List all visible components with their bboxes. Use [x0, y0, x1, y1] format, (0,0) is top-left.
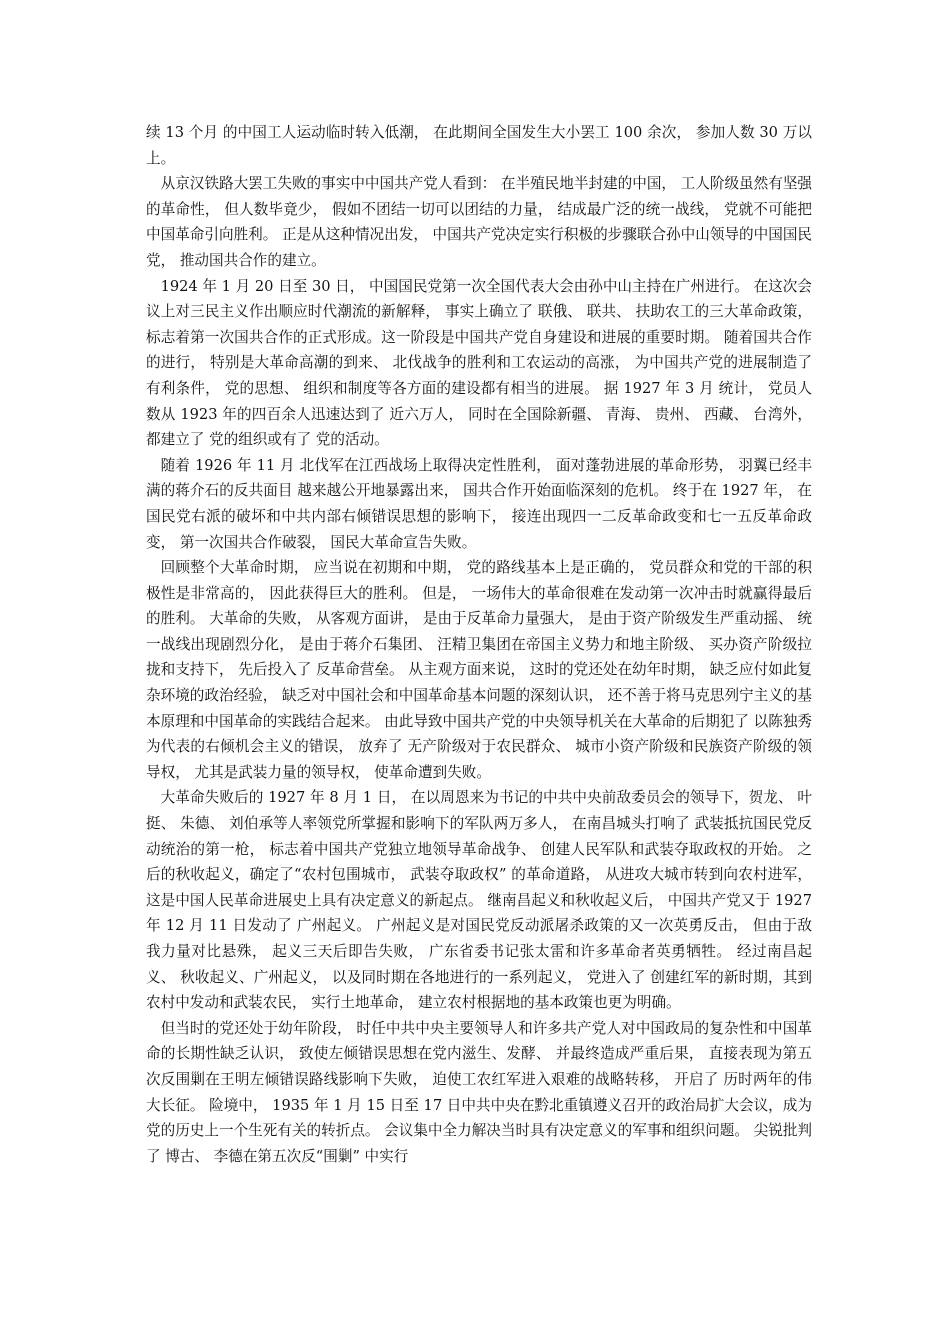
paragraph-4: 随着 1926 年 11 月 北伐军在江西战场上取得决定性胜利， 面对蓬勃进展的革命形势， 羽翼已经丰满的蒋介石的反共面目 越来越公开地暴露出来， 国共合作开始面临深刻的危机。 终于在 1927 年， 在国民党右派的破坏和中共内部右倾错误思想的影响下， 接连出现四一二反革命政变和七一五反革命政变， 第一次国共合作破裂， 国民大革命宣告失败。 [146, 456, 812, 551]
document-page [146, 120, 812, 1169]
paragraph-6: 大革命失败后的 1927 年 8 月 1 日， 在以周恩来为书记的中共中央前敌委员会的领导下，贺龙、 叶挺、 朱德、 刘伯承等人率领党所掌握和影响下的军队两万多人， 在南昌城头打响了 武装抵抗国民党反动统治的第一枪， 标志着中国共产党独立地领导革命战争、 创建人民军队和武装夺取政权的开始。 之后的秋收起义，确定了“农村包围城市， 武装夺取政权” 的革命道路， 从进攻大城市转到向农村进军， 这是中国人民革命进展史上具有决定意义的新起点。 继南昌起义和秋收起义后， 中国共产党又于 1927 年 12 月 11 日发动了 广州起义。 广州起义是对国民党反动派屠杀政策的又一次英勇反击， 但由于敌我力量对比悬殊， 起义三天后即告失败， 广东省委书记张太雷和许多革命者英勇牺牲。 经过南昌起义、 秋收起义、广州起义， 以及同时期在各地进行的一系列起义， 党进入了 创建红军的新时期，其到农村中发动和武装农民， 实行土地革命， 建立农村根据地的基本政策也更为明确。 [146, 789, 812, 1012]
paragraph-1: 续 13 个月 的中国工人运动临时转入低潮， 在此期间全国发生大小罢工 100 余次， 参加人数 30 万以上。 [146, 124, 812, 167]
paragraph-2: 从京汉铁路大罢工失败的事实中中国共产党人看到： 在半殖民地半封建的中国， 工人阶级虽然有坚强的革命性， 但人数毕竟少， 假如不团结一切可以团结的力量， 结成最广泛的统一战线， 党就不可能把中国革命引向胜利。 正是从这种情况出发， 中国共产党决定实行积极的步骤联合孙中山领导的中国国民党， 推动国共合作的建立。 [146, 175, 813, 269]
paragraph-7: 但当时的党还处于幼年阶段， 时任中共中央主要领导人和许多共产党人对中国政局的复杂性和中国革命的长期性缺乏认识， 致使左倾错误思想在党内滋生、发酵、 并最终造成严重后果， 直接表现为第五次反围剿在王明左倾错误路线影响下失败， 迫使工农红军进入艰难的战略转移， 开启了 历时两年的伟大长征。 险境中， 1935 年 1 月 15 日至 17 日中共中央在黔北重镇遵义召开的政治局扩大会议，成为党的历史上一个生死有关的转折点。 会议集中全力解决当时具有决定意义的军事和组织问题。 尖锐批判了 博古、 李德在第五次反“围剿” 中实行 [146, 1019, 813, 1165]
paragraph-3: 1924 年 1 月 20 日至 30 日， 中国国民党第一次全国代表大会由孙中山主持在广州进行。 在这次会议上对三民主义作出顺应时代潮流的新解释， 事实上确立了 联俄、 联共、 扶助农工的三大革命政策， 标志着第一次国共合作的正式形成。这一阶段是中国共产党自身建设和进展的重要时期。 随着国共合作的进行， 特别是大革命高潮的到来、 北伐战争的胜利和工农运动的高涨， 为中国共产党的进展制造了 有利条件， 党的思想、 组织和制度等各方面的建设都有相当的进展。 据 1927 年 3 月 统计， 党员人数从 1923 年的四百余人迅速达到了 近六万人， 同时在全国除新疆、 青海、 贵州、 西藏、 台湾外， 都建立了 党的组织或有了 党的活动。 [146, 277, 812, 449]
paragraph-5: 回顾整个大革命时期， 应当说在初期和中期， 党的路线基本上是正确的， 党员群众和党的干部的积极性是非常高的， 因此获得巨大的胜利。 但是， 一场伟大的革命很难在发动第一次冲击时就赢得最后的胜利。 大革命的失败， 从客观方面讲， 是由于反革命力量强大， 是由于资产阶级发生严重动摇、 统一战线出现剧烈分化， 是由于蒋介石集团、 汪精卫集团在帝国主义势力和地主阶级、 买办资产阶级拉拢和支持下， 先后投入了 反革命营垒。 从主观方面来说， 这时的党还处在幼年时期， 缺乏应付如此复杂环境的政治经验， 缺乏对中国社会和中国革命基本问题的深刻认识， 还不善于将马克思列宁主义的基本原理和中国革命的实践结合起来。 由此导致中国共产党的中央领导机关在大革命的后期犯了 以陈独秀为代表的右倾机会主义的错误， 放弃了 无产阶级对于农民群众、 城市小资产阶级和民族资产阶级的领导权， 尤其是武装力量的领导权， 使革命遭到失败。 [146, 559, 813, 781]
